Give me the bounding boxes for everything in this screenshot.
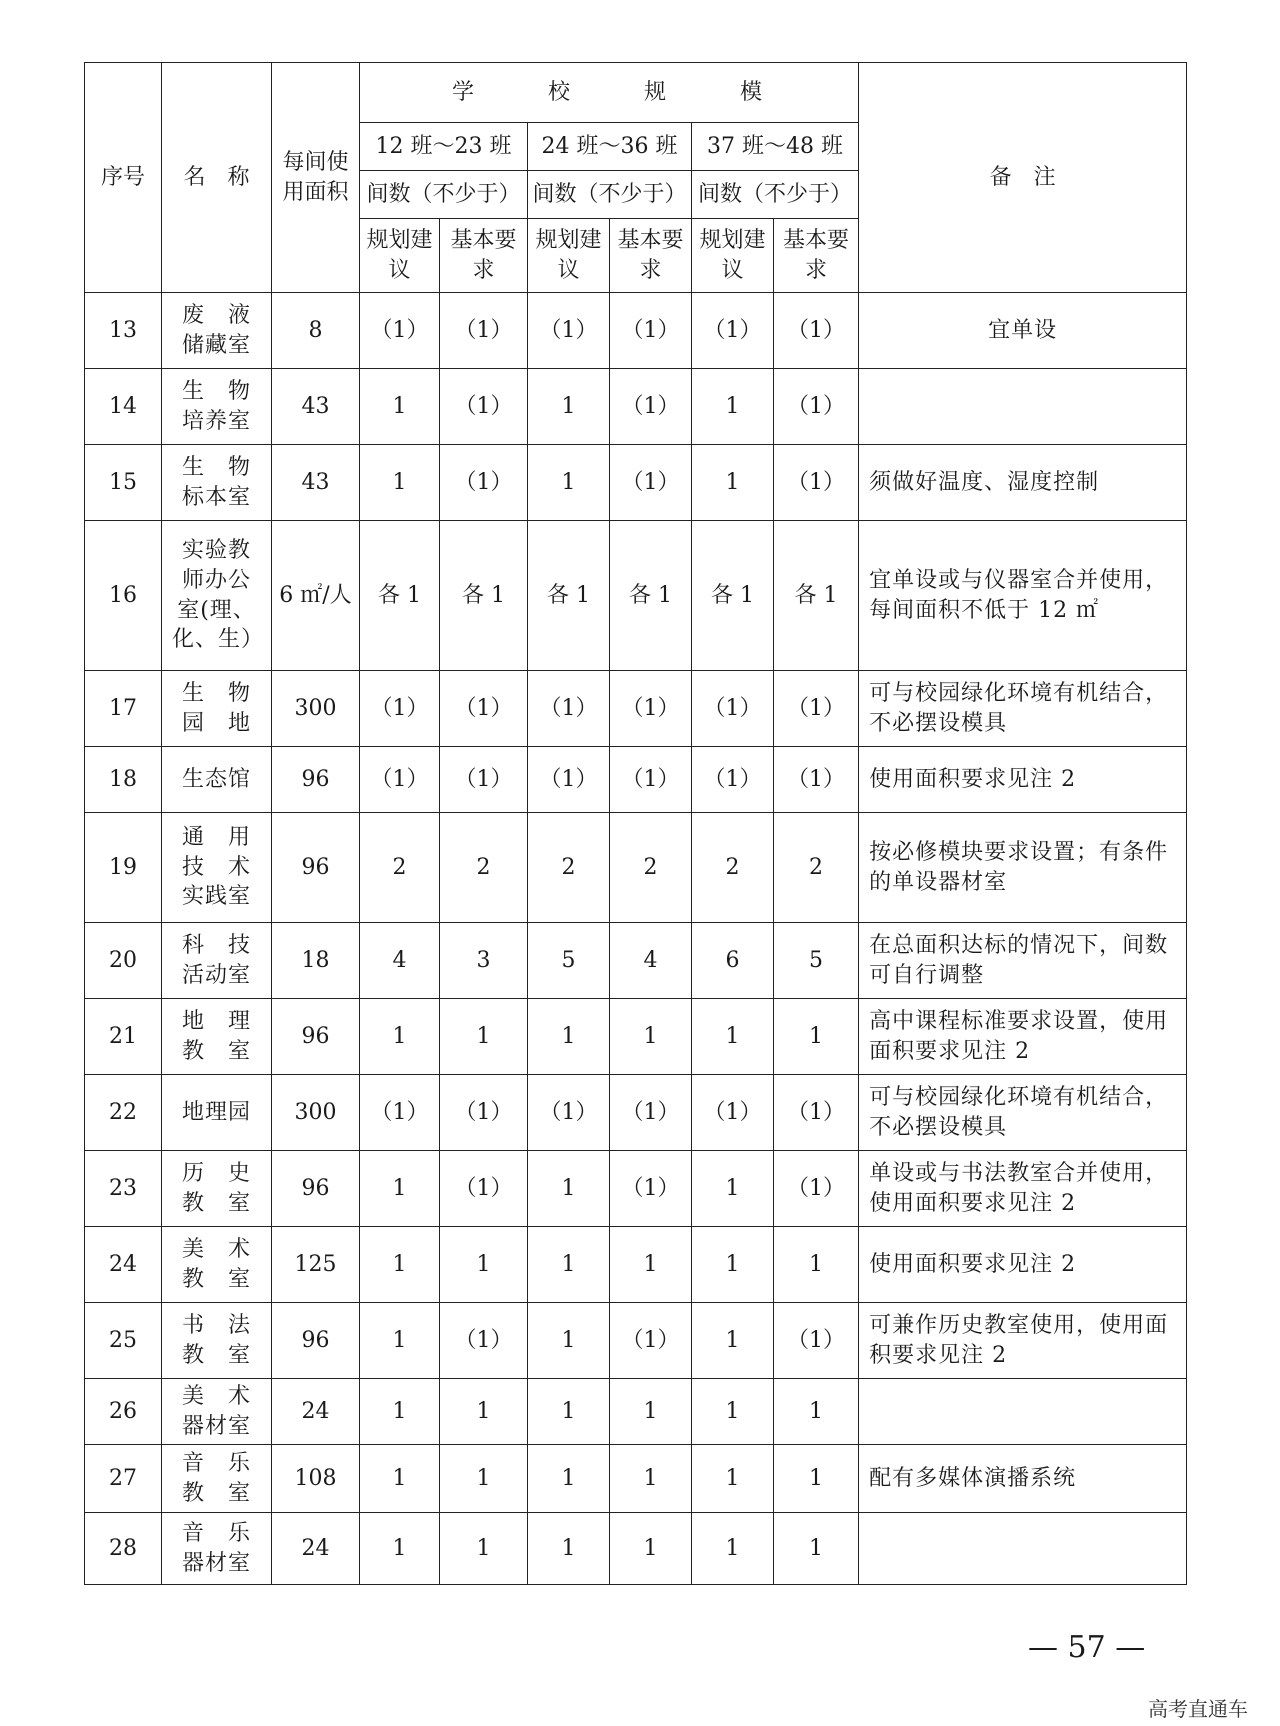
cell-count: （1） (610, 369, 692, 445)
cell-seq: 18 (85, 747, 162, 813)
cell-count: （1） (692, 293, 774, 369)
cell-count: 1 (774, 999, 859, 1075)
table-row (85, 293, 1187, 369)
cell-count: 1 (528, 1513, 610, 1585)
cell-remark: 按必修模块要求设置；有条件的单设器材室 (859, 813, 1187, 923)
cell-count: 各 1 (360, 521, 440, 671)
cell-count: 1 (610, 1513, 692, 1585)
table-body (85, 293, 1187, 1585)
table-row (85, 1379, 1187, 1445)
cell-name: 通 用技 术实践室 (162, 813, 272, 923)
cell-seq: 27 (85, 1445, 162, 1513)
table-row (85, 521, 1187, 671)
cell-count: 1 (692, 1151, 774, 1227)
cell-seq: 16 (85, 521, 162, 671)
cell-name: 地理园 (162, 1075, 272, 1151)
cell-count: 4 (610, 923, 692, 999)
table-row (85, 1445, 1187, 1513)
cell-count: （1） (440, 747, 528, 813)
cell-area: 108 (272, 1445, 360, 1513)
cell-remark: 使用面积要求见注 2 (859, 747, 1187, 813)
header-room-count: 间数（不少于） (528, 171, 692, 219)
cell-count: 1 (528, 1445, 610, 1513)
cell-area: 6 ㎡/人 (272, 521, 360, 671)
cell-area: 96 (272, 747, 360, 813)
cell-remark (859, 369, 1187, 445)
cell-count: 1 (692, 1513, 774, 1585)
cell-count: 5 (774, 923, 859, 999)
cell-count: （1） (610, 671, 692, 747)
cell-name: 地 理教 室 (162, 999, 272, 1075)
cell-count: （1） (692, 1075, 774, 1151)
cell-area: 24 (272, 1379, 360, 1445)
cell-count: 1 (692, 369, 774, 445)
cell-name: 历 史教 室 (162, 1151, 272, 1227)
table-row (85, 1227, 1187, 1303)
cell-count: （1） (610, 747, 692, 813)
cell-name: 生态馆 (162, 747, 272, 813)
cell-count: 1 (692, 1379, 774, 1445)
cell-count: 1 (610, 1379, 692, 1445)
cell-count: 2 (610, 813, 692, 923)
cell-area: 300 (272, 671, 360, 747)
cell-count: （1） (774, 1075, 859, 1151)
cell-count: （1） (440, 445, 528, 521)
facility-spec-table (84, 62, 1187, 1585)
cell-count: 1 (528, 1303, 610, 1379)
cell-count: （1） (774, 671, 859, 747)
cell-remark: 宜单设或与仪器室合并使用，每间面积不低于 12 ㎡ (859, 521, 1187, 671)
cell-count: 1 (528, 369, 610, 445)
cell-area: 43 (272, 369, 360, 445)
cell-count: （1） (360, 1075, 440, 1151)
cell-count: 1 (360, 1303, 440, 1379)
cell-count: 6 (692, 923, 774, 999)
cell-count: 1 (440, 1379, 528, 1445)
header-school-scale: 学 校 规 模 (360, 63, 859, 123)
cell-count: 2 (774, 813, 859, 923)
cell-count: （1） (774, 1303, 859, 1379)
cell-count: （1） (528, 1075, 610, 1151)
cell-count: 1 (610, 1445, 692, 1513)
cell-count: 2 (528, 813, 610, 923)
cell-name: 实验教师办公室(理、化、生） (162, 521, 272, 671)
cell-area: 300 (272, 1075, 360, 1151)
cell-count: 5 (528, 923, 610, 999)
cell-area: 96 (272, 813, 360, 923)
table-row (85, 1075, 1187, 1151)
cell-count: 1 (360, 999, 440, 1075)
header-scale-group: 12 班～23 班 (360, 123, 528, 171)
cell-count: 2 (440, 813, 528, 923)
cell-remark (859, 1379, 1187, 1445)
watermark: 高考直通车 (1148, 1697, 1248, 1721)
cell-remark: 可与校园绿化环境有机结合，不必摆设模具 (859, 671, 1187, 747)
cell-area: 8 (272, 293, 360, 369)
table-row (85, 1151, 1187, 1227)
cell-count: 1 (610, 1227, 692, 1303)
cell-count: 1 (528, 445, 610, 521)
cell-count: （1） (528, 293, 610, 369)
table-row (85, 813, 1187, 923)
cell-count: （1） (610, 1151, 692, 1227)
cell-count: 1 (360, 1227, 440, 1303)
cell-seq: 17 (85, 671, 162, 747)
cell-count: （1） (692, 671, 774, 747)
cell-seq: 26 (85, 1379, 162, 1445)
header-area: 每间使用面积 (272, 63, 360, 293)
cell-count: （1） (692, 747, 774, 813)
cell-name: 生 物培养室 (162, 369, 272, 445)
cell-count: （1） (610, 1075, 692, 1151)
table-row (85, 1303, 1187, 1379)
cell-count: （1） (360, 293, 440, 369)
cell-remark: 单设或与书法教室合并使用，使用面积要求见注 2 (859, 1151, 1187, 1227)
table-row (85, 999, 1187, 1075)
cell-seq: 24 (85, 1227, 162, 1303)
cell-count: 1 (440, 1445, 528, 1513)
cell-area: 96 (272, 1303, 360, 1379)
cell-count: （1） (774, 369, 859, 445)
cell-area: 24 (272, 1513, 360, 1585)
cell-area: 125 (272, 1227, 360, 1303)
cell-count: 1 (360, 1445, 440, 1513)
page-number: — 57 — (1028, 1630, 1146, 1665)
cell-count: （1） (528, 747, 610, 813)
header-seq: 序号 (85, 63, 162, 293)
cell-seq: 19 (85, 813, 162, 923)
cell-count: 1 (692, 1303, 774, 1379)
cell-count: 1 (774, 1379, 859, 1445)
cell-count: （1） (610, 445, 692, 521)
cell-count: 1 (440, 1227, 528, 1303)
cell-count: 1 (528, 999, 610, 1075)
cell-name: 美 术教 室 (162, 1227, 272, 1303)
cell-name: 废 液储藏室 (162, 293, 272, 369)
table-row (85, 445, 1187, 521)
cell-name: 生 物标本室 (162, 445, 272, 521)
cell-count: 1 (692, 999, 774, 1075)
cell-remark: 可兼作历史教室使用，使用面积要求见注 2 (859, 1303, 1187, 1379)
cell-seq: 22 (85, 1075, 162, 1151)
cell-count: 1 (360, 369, 440, 445)
cell-count: 1 (692, 1227, 774, 1303)
cell-seq: 25 (85, 1303, 162, 1379)
cell-count: （1） (360, 747, 440, 813)
cell-count: 1 (774, 1513, 859, 1585)
cell-count: （1） (528, 671, 610, 747)
cell-count: 各 1 (692, 521, 774, 671)
cell-count: （1） (440, 671, 528, 747)
cell-area: 96 (272, 1151, 360, 1227)
cell-count: 4 (360, 923, 440, 999)
cell-remark: 使用面积要求见注 2 (859, 1227, 1187, 1303)
header-basic: 基本要求 (774, 219, 859, 293)
cell-name: 科 技活动室 (162, 923, 272, 999)
cell-count: （1） (610, 1303, 692, 1379)
cell-area: 96 (272, 999, 360, 1075)
cell-count: （1） (774, 747, 859, 813)
table-row (85, 923, 1187, 999)
header-remark: 备 注 (859, 63, 1187, 293)
cell-remark: 在总面积达标的情况下，间数可自行调整 (859, 923, 1187, 999)
cell-remark: 配有多媒体演播系统 (859, 1445, 1187, 1513)
cell-count: 1 (360, 1379, 440, 1445)
cell-count: 1 (774, 1227, 859, 1303)
cell-count: （1） (610, 293, 692, 369)
header-plan: 规划建议 (692, 219, 774, 293)
cell-count: 1 (360, 445, 440, 521)
cell-count: （1） (774, 293, 859, 369)
header-name: 名 称 (162, 63, 272, 293)
cell-count: 2 (692, 813, 774, 923)
cell-count: 1 (610, 999, 692, 1075)
cell-count: （1） (440, 1303, 528, 1379)
cell-name: 音 乐教 室 (162, 1445, 272, 1513)
cell-remark: 可与校园绿化环境有机结合，不必摆设模具 (859, 1075, 1187, 1151)
table-row (85, 671, 1187, 747)
header-scale-group: 37 班～48 班 (692, 123, 859, 171)
cell-seq: 23 (85, 1151, 162, 1227)
cell-count: （1） (440, 369, 528, 445)
cell-name: 音 乐器材室 (162, 1513, 272, 1585)
cell-count: （1） (774, 445, 859, 521)
header-basic: 基本要求 (440, 219, 528, 293)
cell-count: 2 (360, 813, 440, 923)
cell-seq: 14 (85, 369, 162, 445)
cell-count: （1） (774, 1151, 859, 1227)
cell-count: 1 (440, 999, 528, 1075)
cell-count: 1 (692, 445, 774, 521)
cell-area: 18 (272, 923, 360, 999)
cell-remark: 须做好温度、湿度控制 (859, 445, 1187, 521)
cell-count: （1） (440, 293, 528, 369)
cell-name: 美 术器材室 (162, 1379, 272, 1445)
cell-count: 1 (774, 1445, 859, 1513)
header-room-count: 间数（不少于） (360, 171, 528, 219)
header-room-count: 间数（不少于） (692, 171, 859, 219)
cell-count: 1 (528, 1379, 610, 1445)
header-scale-group: 24 班～36 班 (528, 123, 692, 171)
cell-count: 1 (440, 1513, 528, 1585)
cell-count: 1 (692, 1445, 774, 1513)
table-header (85, 63, 1187, 293)
cell-seq: 20 (85, 923, 162, 999)
cell-seq: 15 (85, 445, 162, 521)
cell-remark: 宜单设 (859, 293, 1187, 369)
cell-count: 1 (360, 1151, 440, 1227)
header-basic: 基本要求 (610, 219, 692, 293)
table-row (85, 747, 1187, 813)
cell-count: 各 1 (774, 521, 859, 671)
cell-count: 1 (528, 1227, 610, 1303)
cell-area: 43 (272, 445, 360, 521)
cell-seq: 21 (85, 999, 162, 1075)
cell-count: （1） (440, 1151, 528, 1227)
cell-count: （1） (360, 671, 440, 747)
cell-count: 各 1 (440, 521, 528, 671)
table-row (85, 369, 1187, 445)
header-plan: 规划建议 (360, 219, 440, 293)
table-row (85, 1513, 1187, 1585)
cell-count: 各 1 (528, 521, 610, 671)
cell-name: 书 法教 室 (162, 1303, 272, 1379)
cell-count: 3 (440, 923, 528, 999)
cell-count: 1 (360, 1513, 440, 1585)
cell-name: 生 物园 地 (162, 671, 272, 747)
cell-count: 各 1 (610, 521, 692, 671)
cell-seq: 28 (85, 1513, 162, 1585)
cell-count: （1） (440, 1075, 528, 1151)
cell-seq: 13 (85, 293, 162, 369)
cell-remark (859, 1513, 1187, 1585)
header-plan: 规划建议 (528, 219, 610, 293)
cell-count: 1 (528, 1151, 610, 1227)
cell-remark: 高中课程标准要求设置，使用面积要求见注 2 (859, 999, 1187, 1075)
